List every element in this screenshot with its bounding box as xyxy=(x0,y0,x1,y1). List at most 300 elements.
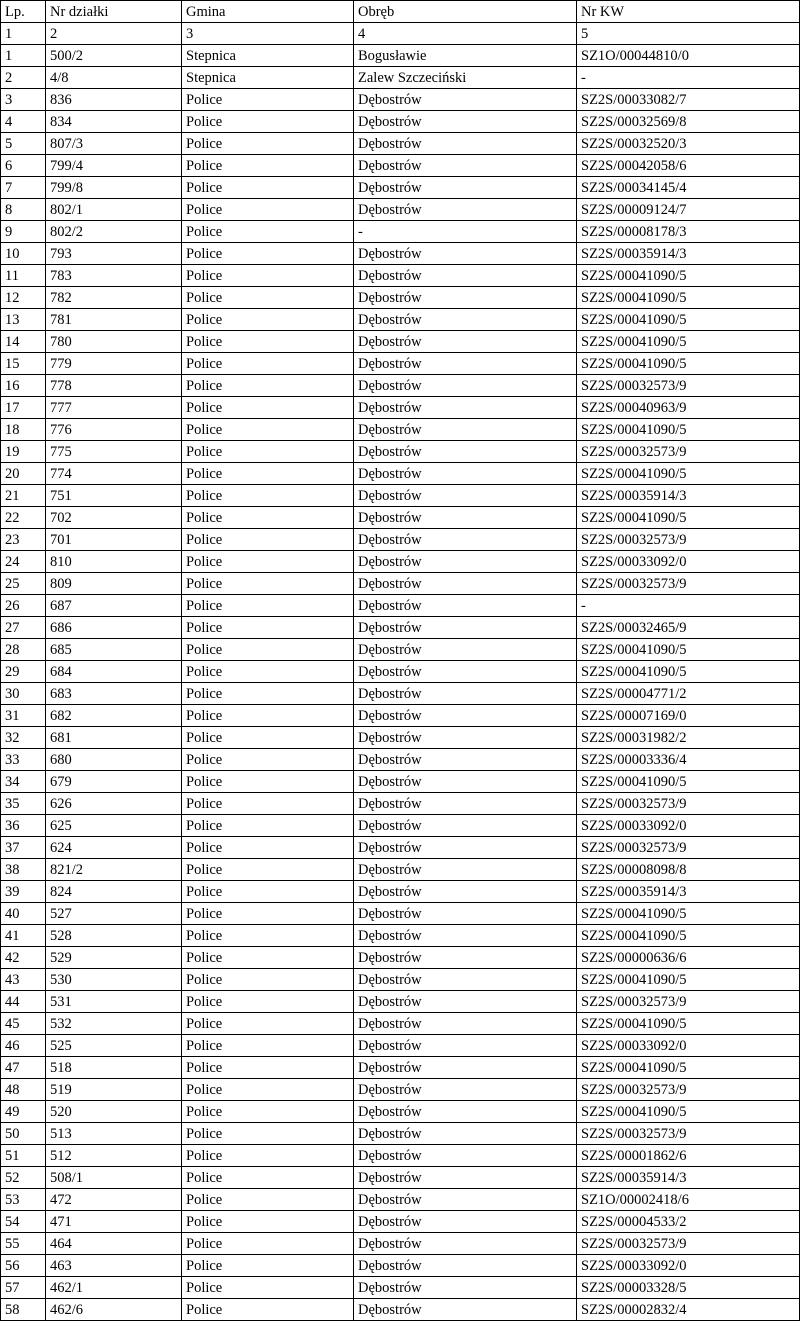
cell-gmina: Police xyxy=(182,309,354,331)
cell-gmina: Police xyxy=(182,463,354,485)
cell-nr-kw: SZ2S/00007169/0 xyxy=(577,705,800,727)
table-row xyxy=(1,529,800,551)
cell-obreb: Dębostrów xyxy=(354,991,577,1013)
cell-nr-dzialki: 4/8 xyxy=(46,67,182,89)
cell-obreb: Dębostrów xyxy=(354,947,577,969)
cell-nr-kw: SZ1O/00044810/0 xyxy=(577,45,800,67)
table-row xyxy=(1,89,800,111)
cell-nr-dzialki: 519 xyxy=(46,1079,182,1101)
cell-lp: 6 xyxy=(1,155,46,177)
cell-nr-kw: SZ2S/00041090/5 xyxy=(577,1101,800,1123)
cell-lp: 39 xyxy=(1,881,46,903)
cell-obreb: Bogusławie xyxy=(354,45,577,67)
cell-lp: 45 xyxy=(1,1013,46,1035)
cell-gmina: Police xyxy=(182,1145,354,1167)
column-number: 1 xyxy=(1,23,46,45)
cell-obreb: Dębostrów xyxy=(354,1079,577,1101)
cell-gmina: Police xyxy=(182,485,354,507)
header-lp: Lp. xyxy=(1,1,46,23)
cell-gmina: Police xyxy=(182,749,354,771)
cell-nr-dzialki: 463 xyxy=(46,1255,182,1277)
cell-obreb: Dębostrów xyxy=(354,1277,577,1299)
cell-nr-dzialki: 810 xyxy=(46,551,182,573)
cell-nr-dzialki: 821/2 xyxy=(46,859,182,881)
cell-gmina: Police xyxy=(182,1277,354,1299)
cell-obreb: Dębostrów xyxy=(354,595,577,617)
cell-nr-kw: SZ2S/00032569/8 xyxy=(577,111,800,133)
cell-nr-dzialki: 528 xyxy=(46,925,182,947)
cell-obreb: Dębostrów xyxy=(354,463,577,485)
table-row xyxy=(1,639,800,661)
cell-nr-dzialki: 778 xyxy=(46,375,182,397)
cell-obreb: Dębostrów xyxy=(354,199,577,221)
cell-nr-dzialki: 680 xyxy=(46,749,182,771)
cell-nr-dzialki: 782 xyxy=(46,287,182,309)
cell-nr-kw: SZ2S/00032573/9 xyxy=(577,991,800,1013)
table-row xyxy=(1,507,800,529)
cell-lp: 32 xyxy=(1,727,46,749)
cell-nr-dzialki: 530 xyxy=(46,969,182,991)
table-row xyxy=(1,67,800,89)
cell-obreb: Dębostrów xyxy=(354,771,577,793)
table-row xyxy=(1,353,800,375)
cell-gmina: Police xyxy=(182,969,354,991)
cell-obreb: Dębostrów xyxy=(354,925,577,947)
cell-nr-dzialki: 513 xyxy=(46,1123,182,1145)
cell-lp: 26 xyxy=(1,595,46,617)
cell-obreb: Dębostrów xyxy=(354,793,577,815)
cell-nr-kw: SZ2S/00041090/5 xyxy=(577,771,800,793)
cell-lp: 13 xyxy=(1,309,46,331)
cell-obreb: Dębostrów xyxy=(354,529,577,551)
cell-gmina: Police xyxy=(182,771,354,793)
cell-gmina: Police xyxy=(182,1233,354,1255)
cell-lp: 55 xyxy=(1,1233,46,1255)
cell-obreb: Dębostrów xyxy=(354,287,577,309)
cell-nr-dzialki: 684 xyxy=(46,661,182,683)
header-nr-kw: Nr KW xyxy=(577,1,800,23)
cell-obreb: Dębostrów xyxy=(354,1101,577,1123)
cell-obreb: Dębostrów xyxy=(354,969,577,991)
cell-lp: 28 xyxy=(1,639,46,661)
table-row xyxy=(1,749,800,771)
table-row xyxy=(1,397,800,419)
table-row xyxy=(1,859,800,881)
cell-lp: 44 xyxy=(1,991,46,1013)
cell-lp: 27 xyxy=(1,617,46,639)
cell-lp: 9 xyxy=(1,221,46,243)
cell-nr-dzialki: 464 xyxy=(46,1233,182,1255)
table-row xyxy=(1,881,800,903)
cell-nr-kw: SZ2S/00041090/5 xyxy=(577,309,800,331)
cell-lp: 54 xyxy=(1,1211,46,1233)
cell-gmina: Police xyxy=(182,155,354,177)
cell-gmina: Police xyxy=(182,199,354,221)
table-row xyxy=(1,265,800,287)
cell-nr-kw: SZ2S/00033092/0 xyxy=(577,1255,800,1277)
cell-nr-dzialki: 802/2 xyxy=(46,221,182,243)
cell-lp: 3 xyxy=(1,89,46,111)
cell-nr-dzialki: 824 xyxy=(46,881,182,903)
cell-gmina: Police xyxy=(182,1167,354,1189)
cell-nr-kw: SZ2S/00041090/5 xyxy=(577,287,800,309)
table-row xyxy=(1,705,800,727)
cell-lp: 20 xyxy=(1,463,46,485)
cell-lp: 33 xyxy=(1,749,46,771)
cell-nr-dzialki: 525 xyxy=(46,1035,182,1057)
cell-nr-dzialki: 520 xyxy=(46,1101,182,1123)
cell-nr-dzialki: 529 xyxy=(46,947,182,969)
cell-obreb: Dębostrów xyxy=(354,243,577,265)
cell-nr-kw: SZ2S/00035914/3 xyxy=(577,1167,800,1189)
cell-gmina: Police xyxy=(182,1255,354,1277)
cell-lp: 4 xyxy=(1,111,46,133)
cell-obreb: Dębostrów xyxy=(354,111,577,133)
cell-nr-kw: SZ2S/00032465/9 xyxy=(577,617,800,639)
cell-nr-kw: SZ2S/00031982/2 xyxy=(577,727,800,749)
cell-nr-dzialki: 834 xyxy=(46,111,182,133)
cell-lp: 42 xyxy=(1,947,46,969)
header-nr-dzialki: Nr działki xyxy=(46,1,182,23)
cell-lp: 29 xyxy=(1,661,46,683)
cell-gmina: Police xyxy=(182,177,354,199)
cell-obreb: Dębostrów xyxy=(354,353,577,375)
table-row xyxy=(1,1255,800,1277)
cell-gmina: Police xyxy=(182,859,354,881)
table-row xyxy=(1,155,800,177)
cell-obreb: Dębostrów xyxy=(354,1123,577,1145)
cell-nr-kw: SZ2S/00034145/4 xyxy=(577,177,800,199)
cell-lp: 30 xyxy=(1,683,46,705)
cell-obreb: Dębostrów xyxy=(354,419,577,441)
cell-gmina: Police xyxy=(182,1035,354,1057)
cell-gmina: Police xyxy=(182,925,354,947)
cell-obreb: Dębostrów xyxy=(354,727,577,749)
cell-nr-dzialki: 774 xyxy=(46,463,182,485)
cell-nr-dzialki: 686 xyxy=(46,617,182,639)
cell-lp: 50 xyxy=(1,1123,46,1145)
cell-obreb: Dębostrów xyxy=(354,661,577,683)
cell-lp: 10 xyxy=(1,243,46,265)
table-row xyxy=(1,925,800,947)
cell-obreb: Dębostrów xyxy=(354,903,577,925)
cell-gmina: Police xyxy=(182,947,354,969)
table-row xyxy=(1,969,800,991)
cell-gmina: Police xyxy=(182,89,354,111)
cell-lp: 36 xyxy=(1,815,46,837)
cell-gmina: Police xyxy=(182,1101,354,1123)
cell-obreb: Dębostrów xyxy=(354,815,577,837)
cell-lp: 51 xyxy=(1,1145,46,1167)
cell-obreb: Dębostrów xyxy=(354,507,577,529)
cell-nr-dzialki: 531 xyxy=(46,991,182,1013)
cell-gmina: Police xyxy=(182,287,354,309)
cell-obreb: Dębostrów xyxy=(354,1057,577,1079)
table-row xyxy=(1,243,800,265)
cell-nr-kw: SZ2S/00041090/5 xyxy=(577,331,800,353)
cell-lp: 38 xyxy=(1,859,46,881)
cell-obreb: Dębostrów xyxy=(354,485,577,507)
cell-nr-kw: SZ2S/00032573/9 xyxy=(577,441,800,463)
table-row xyxy=(1,221,800,243)
cell-lp: 31 xyxy=(1,705,46,727)
table-row xyxy=(1,991,800,1013)
parcel-table-body xyxy=(1,1,800,1321)
cell-nr-kw: - xyxy=(577,67,800,89)
cell-gmina: Police xyxy=(182,265,354,287)
cell-nr-dzialki: 807/3 xyxy=(46,133,182,155)
cell-nr-dzialki: 836 xyxy=(46,89,182,111)
cell-lp: 46 xyxy=(1,1035,46,1057)
cell-nr-dzialki: 681 xyxy=(46,727,182,749)
cell-obreb: - xyxy=(354,221,577,243)
header-obreb: Obręb xyxy=(354,1,577,23)
cell-nr-kw: SZ2S/00033092/0 xyxy=(577,815,800,837)
cell-obreb: Dębostrów xyxy=(354,551,577,573)
table-row xyxy=(1,199,800,221)
table-row xyxy=(1,1101,800,1123)
cell-lp: 23 xyxy=(1,529,46,551)
cell-lp: 57 xyxy=(1,1277,46,1299)
cell-gmina: Police xyxy=(182,353,354,375)
table-row xyxy=(1,595,800,617)
cell-lp: 2 xyxy=(1,67,46,89)
table-row xyxy=(1,463,800,485)
table-row xyxy=(1,111,800,133)
cell-gmina: Police xyxy=(182,727,354,749)
cell-gmina: Police xyxy=(182,881,354,903)
table-row xyxy=(1,1079,800,1101)
column-number: 5 xyxy=(577,23,800,45)
cell-nr-kw: SZ2S/00032573/9 xyxy=(577,1079,800,1101)
cell-obreb: Dębostrów xyxy=(354,265,577,287)
cell-nr-kw: SZ2S/00041090/5 xyxy=(577,265,800,287)
cell-obreb: Dębostrów xyxy=(354,1299,577,1321)
cell-gmina: Police xyxy=(182,529,354,551)
cell-lp: 48 xyxy=(1,1079,46,1101)
cell-nr-kw: SZ2S/00004533/2 xyxy=(577,1211,800,1233)
table-row xyxy=(1,419,800,441)
cell-gmina: Police xyxy=(182,683,354,705)
table-row xyxy=(1,1123,800,1145)
cell-nr-kw: SZ2S/00041090/5 xyxy=(577,639,800,661)
cell-nr-dzialki: 462/6 xyxy=(46,1299,182,1321)
cell-nr-kw: SZ2S/00035914/3 xyxy=(577,485,800,507)
cell-nr-kw: SZ2S/00041090/5 xyxy=(577,419,800,441)
cell-nr-kw: SZ2S/00009124/7 xyxy=(577,199,800,221)
cell-nr-kw: SZ2S/00035914/3 xyxy=(577,881,800,903)
cell-gmina: Police xyxy=(182,837,354,859)
cell-obreb: Dębostrów xyxy=(354,441,577,463)
cell-nr-dzialki: 799/8 xyxy=(46,177,182,199)
cell-gmina: Police xyxy=(182,573,354,595)
cell-nr-dzialki: 783 xyxy=(46,265,182,287)
cell-lp: 34 xyxy=(1,771,46,793)
table-row xyxy=(1,815,800,837)
column-number: 2 xyxy=(46,23,182,45)
cell-obreb: Dębostrów xyxy=(354,573,577,595)
cell-nr-kw: SZ2S/00041090/5 xyxy=(577,463,800,485)
cell-obreb: Dębostrów xyxy=(354,1211,577,1233)
cell-gmina: Police xyxy=(182,551,354,573)
cell-nr-dzialki: 472 xyxy=(46,1189,182,1211)
cell-nr-dzialki: 780 xyxy=(46,331,182,353)
cell-nr-dzialki: 777 xyxy=(46,397,182,419)
cell-nr-dzialki: 683 xyxy=(46,683,182,705)
cell-lp: 12 xyxy=(1,287,46,309)
cell-nr-dzialki: 471 xyxy=(46,1211,182,1233)
cell-gmina: Police xyxy=(182,1123,354,1145)
cell-gmina: Stepnica xyxy=(182,67,354,89)
cell-nr-kw: SZ2S/00041090/5 xyxy=(577,925,800,947)
cell-nr-kw: SZ2S/00041090/5 xyxy=(577,507,800,529)
cell-nr-kw: SZ2S/00041090/5 xyxy=(577,661,800,683)
cell-gmina: Police xyxy=(182,617,354,639)
table-row xyxy=(1,727,800,749)
cell-lp: 8 xyxy=(1,199,46,221)
cell-nr-dzialki: 793 xyxy=(46,243,182,265)
cell-nr-kw: SZ2S/00004771/2 xyxy=(577,683,800,705)
cell-nr-dzialki: 527 xyxy=(46,903,182,925)
cell-nr-dzialki: 625 xyxy=(46,815,182,837)
cell-gmina: Police xyxy=(182,903,354,925)
cell-nr-dzialki: 682 xyxy=(46,705,182,727)
cell-gmina: Police xyxy=(182,815,354,837)
cell-nr-kw: SZ2S/00032573/9 xyxy=(577,529,800,551)
cell-nr-kw: SZ2S/00041090/5 xyxy=(577,1013,800,1035)
cell-lp: 14 xyxy=(1,331,46,353)
cell-gmina: Police xyxy=(182,1079,354,1101)
cell-gmina: Police xyxy=(182,793,354,815)
cell-nr-dzialki: 679 xyxy=(46,771,182,793)
cell-obreb: Dębostrów xyxy=(354,1167,577,1189)
cell-lp: 53 xyxy=(1,1189,46,1211)
cell-nr-kw: SZ2S/00000636/6 xyxy=(577,947,800,969)
cell-lp: 16 xyxy=(1,375,46,397)
cell-nr-kw: SZ2S/00041090/5 xyxy=(577,969,800,991)
cell-obreb: Dębostrów xyxy=(354,639,577,661)
cell-nr-dzialki: 809 xyxy=(46,573,182,595)
cell-nr-dzialki: 776 xyxy=(46,419,182,441)
cell-lp: 17 xyxy=(1,397,46,419)
cell-gmina: Police xyxy=(182,441,354,463)
cell-obreb: Dębostrów xyxy=(354,1255,577,1277)
cell-nr-dzialki: 685 xyxy=(46,639,182,661)
header-gmina: Gmina xyxy=(182,1,354,23)
cell-nr-kw: SZ2S/00032573/9 xyxy=(577,1123,800,1145)
cell-lp: 24 xyxy=(1,551,46,573)
cell-gmina: Police xyxy=(182,991,354,1013)
cell-gmina: Police xyxy=(182,397,354,419)
cell-nr-kw: SZ2S/00041090/5 xyxy=(577,1057,800,1079)
cell-obreb: Dębostrów xyxy=(354,309,577,331)
table-header-row xyxy=(1,1,800,23)
table-row xyxy=(1,133,800,155)
column-number: 4 xyxy=(354,23,577,45)
cell-gmina: Police xyxy=(182,705,354,727)
cell-nr-dzialki: 775 xyxy=(46,441,182,463)
cell-nr-kw: SZ2S/00035914/3 xyxy=(577,243,800,265)
cell-lp: 15 xyxy=(1,353,46,375)
table-row xyxy=(1,177,800,199)
cell-gmina: Police xyxy=(182,111,354,133)
cell-nr-kw: SZ2S/00002832/4 xyxy=(577,1299,800,1321)
table-row xyxy=(1,441,800,463)
cell-nr-kw: SZ2S/00003328/5 xyxy=(577,1277,800,1299)
cell-lp: 21 xyxy=(1,485,46,507)
cell-nr-kw: SZ2S/00008098/8 xyxy=(577,859,800,881)
cell-nr-dzialki: 779 xyxy=(46,353,182,375)
cell-gmina: Police xyxy=(182,221,354,243)
table-row xyxy=(1,1299,800,1321)
cell-obreb: Zalew Szczeciński xyxy=(354,67,577,89)
cell-nr-dzialki: 532 xyxy=(46,1013,182,1035)
table-row xyxy=(1,617,800,639)
cell-obreb: Dębostrów xyxy=(354,1189,577,1211)
cell-gmina: Police xyxy=(182,1013,354,1035)
cell-nr-kw: SZ2S/00032520/3 xyxy=(577,133,800,155)
cell-obreb: Dębostrów xyxy=(354,837,577,859)
cell-obreb: Dębostrów xyxy=(354,859,577,881)
cell-obreb: Dębostrów xyxy=(354,375,577,397)
cell-nr-kw: SZ2S/00032573/9 xyxy=(577,793,800,815)
cell-obreb: Dębostrów xyxy=(354,1013,577,1035)
cell-obreb: Dębostrów xyxy=(354,331,577,353)
table-row xyxy=(1,1211,800,1233)
cell-lp: 18 xyxy=(1,419,46,441)
cell-nr-dzialki: 508/1 xyxy=(46,1167,182,1189)
cell-nr-dzialki: 701 xyxy=(46,529,182,551)
cell-nr-dzialki: 702 xyxy=(46,507,182,529)
cell-nr-kw: SZ1O/00002418/6 xyxy=(577,1189,800,1211)
cell-gmina: Police xyxy=(182,507,354,529)
table-row xyxy=(1,309,800,331)
cell-gmina: Police xyxy=(182,375,354,397)
table-row xyxy=(1,1013,800,1035)
table-row xyxy=(1,683,800,705)
cell-lp: 40 xyxy=(1,903,46,925)
cell-obreb: Dębostrów xyxy=(354,705,577,727)
cell-gmina: Police xyxy=(182,661,354,683)
cell-nr-kw: - xyxy=(577,595,800,617)
cell-nr-kw: SZ2S/00008178/3 xyxy=(577,221,800,243)
cell-obreb: Dębostrów xyxy=(354,397,577,419)
cell-lp: 43 xyxy=(1,969,46,991)
cell-nr-kw: SZ2S/00032573/9 xyxy=(577,1233,800,1255)
table-row xyxy=(1,551,800,573)
table-row xyxy=(1,947,800,969)
cell-nr-kw: SZ2S/00033082/7 xyxy=(577,89,800,111)
cell-nr-kw: SZ2S/00001862/6 xyxy=(577,1145,800,1167)
cell-gmina: Police xyxy=(182,1189,354,1211)
cell-lp: 37 xyxy=(1,837,46,859)
table-row xyxy=(1,1233,800,1255)
column-number: 3 xyxy=(182,23,354,45)
cell-lp: 47 xyxy=(1,1057,46,1079)
table-row xyxy=(1,771,800,793)
table-row xyxy=(1,1189,800,1211)
cell-obreb: Dębostrów xyxy=(354,177,577,199)
cell-obreb: Dębostrów xyxy=(354,1233,577,1255)
cell-nr-dzialki: 512 xyxy=(46,1145,182,1167)
table-row xyxy=(1,1035,800,1057)
table-row xyxy=(1,1145,800,1167)
cell-lp: 1 xyxy=(1,45,46,67)
cell-nr-kw: SZ2S/00032573/9 xyxy=(577,375,800,397)
cell-obreb: Dębostrów xyxy=(354,133,577,155)
cell-lp: 22 xyxy=(1,507,46,529)
table-row xyxy=(1,287,800,309)
